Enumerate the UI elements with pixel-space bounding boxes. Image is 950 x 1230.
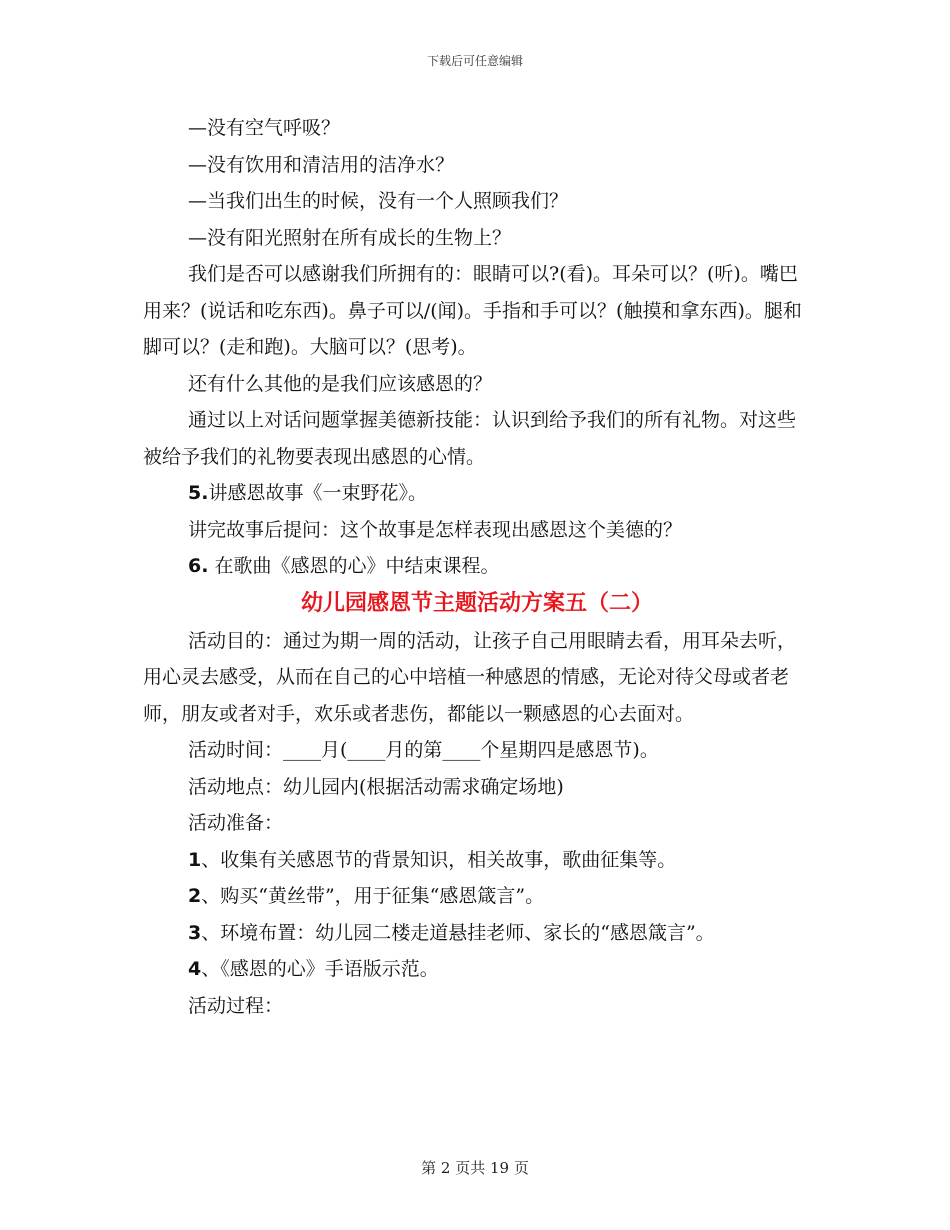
paragraph-no-care: —当我们出生的时候，没有一个人照顾我们？	[188, 190, 569, 212]
page-footer: 第 2 页共 19 页	[421, 1159, 529, 1177]
document-body	[143, 110, 811, 1024]
paragraph-story-question: 讲完故事后提问：这个故事是怎样表现出感恩这个美德的？	[188, 518, 683, 541]
paragraph-no-water: —没有饮用和清洁用的洁净水？	[188, 153, 455, 176]
paragraph-no-air: —没有空气呼吸？	[188, 117, 341, 139]
paragraph-no-sunlight: —没有阳光照射在所有成长的生物上？	[188, 226, 512, 249]
paragraph-new-skill: 通过以上对话问题掌握美德新技能：认识到给予我们的所有礼物。对这些被给予我们的礼物要表现出感恩的心情。	[143, 409, 797, 468]
list-text: 、《感恩的心》手语版示范。	[201, 958, 439, 980]
paragraph-other-thanks: 还有什么其他的是我们应该感恩的？	[188, 372, 493, 395]
page-header: 下载后可任意编辑	[426, 54, 523, 68]
list-number: 3	[188, 921, 202, 944]
list-item-5	[143, 475, 811, 512]
list-number: 4	[188, 958, 202, 980]
prep-item-4	[143, 951, 811, 988]
prep-item-3	[143, 915, 811, 952]
list-number: 2	[188, 885, 202, 907]
list-item-6	[143, 548, 811, 585]
paragraph-time: 活动时间：____月(____月的第____个星期四是感恩节)。	[188, 739, 659, 761]
paragraph-purpose: 活动目的：通过为期一周的活动，让孩子自己用眼睛去看，用耳朵去听，用心灵去感受，从而在自己的心中培植一种感恩的情感，无论对待父母或者老师，朋友或者对手，欢乐或者悲伤，都能以一颗感恩的心去面对。	[143, 629, 797, 725]
list-number: 5.	[188, 482, 209, 504]
list-text: 、收集有关感恩节的背景知识，相关故事，歌曲征集等。	[201, 848, 677, 871]
list-number: 1	[188, 848, 202, 871]
paragraph-process-label: 活动过程：	[188, 994, 284, 1017]
list-number: 6.	[188, 555, 209, 577]
list-text: 、环境布置：幼儿园二楼走道悬挂老师、家长的“感恩箴言”。	[201, 921, 715, 944]
list-text: 、购买“黄丝带”，用于征集“感恩箴言”。	[201, 885, 545, 907]
paragraph-place: 活动地点：幼儿园内(根据活动需求确定场地)	[188, 775, 564, 798]
list-text: 讲感恩故事《一束野花》。	[208, 482, 427, 504]
paragraph-prep-label: 活动准备：	[188, 812, 284, 834]
prep-item-1	[143, 842, 811, 879]
list-text: 在歌曲《感恩的心》中结束课程。	[208, 555, 500, 577]
paragraph-thank-body: 我们是否可以感谢我们所拥有的：眼睛可以?(看)。耳朵可以？(听)。嘴巴用来？(说话和吃东西)。鼻子可以/(闻)。手指和手可以？(触摸和拿东西)。腿和脚可以？(走和跑)。大脑可以？(思考)。	[143, 263, 802, 358]
prep-item-2	[143, 878, 811, 915]
section-title: 幼儿园感恩节主题活动方案五（二）	[300, 590, 653, 616]
